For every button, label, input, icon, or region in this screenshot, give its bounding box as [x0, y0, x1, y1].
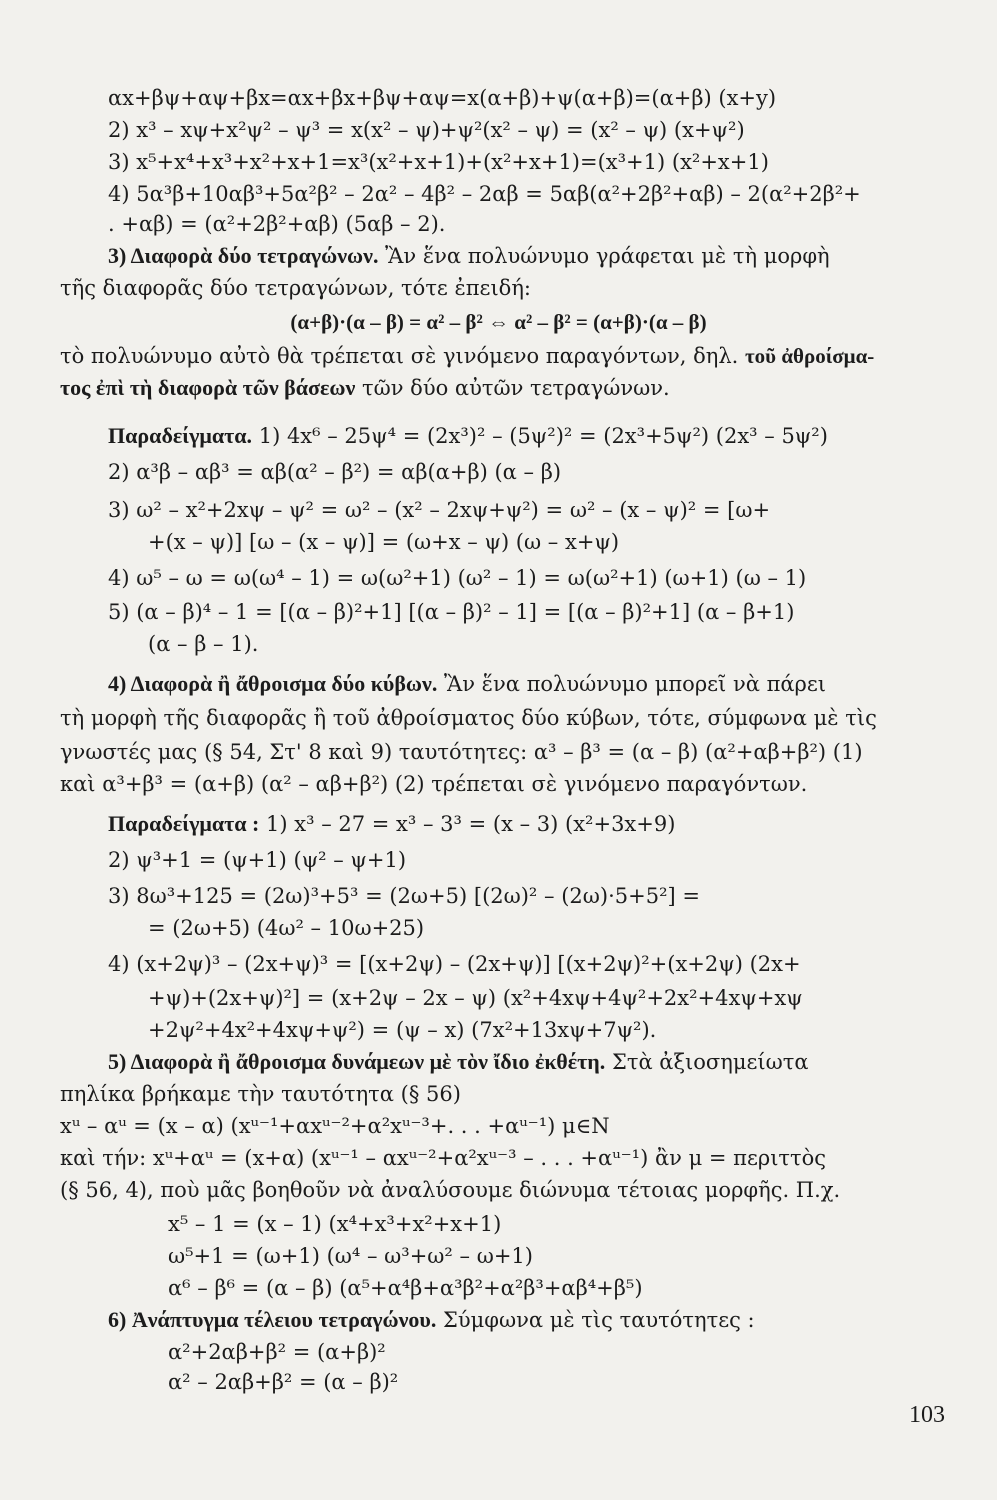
text-line: 4) 5α³β+10αβ³+5α²β² – 2α² – 4β² – 2αβ = 5αβ(α²+2β²+αβ) – 2(α²+2β²+ [108, 182, 861, 206]
text-line: (α – β – 1). [148, 632, 259, 656]
text-line: 5) (α – β)⁴ – 1 = [(α – β)²+1] [(α – β)² – 1] = [(α – β)²+1] (α – β+1) [108, 600, 795, 624]
text-line: πηλίκα βρήκαμε τὴν ταυτότητα (§ 56) [60, 1082, 461, 1106]
text-line: = (2ω+5) (4ω² – 10ω+25) [148, 916, 425, 940]
text-line: τὴ μορφὴ τῆς διαφορᾶς ἢ τοῦ ἀθροίσματος δύο κύβων, τότε, σύμφωνα μὲ τὶς [60, 706, 877, 730]
text-line: 4) (x+2ψ)³ – (2x+ψ)³ = [(x+2ψ) – (2x+ψ)] [(x+2ψ)²+(x+2ψ) (2x+ [108, 952, 801, 976]
text-line: 3) 8ω³+125 = (2ω)³+5³ = (2ω+5) [(2ω)² – (2ω)·5+5²] = [108, 884, 700, 908]
text-line: αx+βψ+αψ+βx=αx+βx+βψ+αψ=x(α+β)+ψ(α+β)=(α+β) (x+y) [108, 86, 777, 110]
section-heading-line [108, 1304, 937, 1336]
text-line: τῆς διαφορᾶς δύο τετραγώνων, τότε ἐπειδή: [60, 276, 531, 300]
examples-heading: Παραδείγματα. [108, 423, 253, 448]
formula-line: x⁵ – 1 = (x – 1) (x⁴+x³+x²+x+1) [168, 1212, 502, 1236]
formula-line: (α+β)·(α – β) = α² – β² ⇔ α² – β² = (α+β)·(α – β) [290, 310, 707, 334]
formula-line: α² – 2αβ+β² = (α – β)² [168, 1370, 399, 1394]
section-heading: 3) Διαφορὰ δύο τετραγώνων. [108, 243, 379, 268]
formula-line: α⁶ – β⁶ = (α – β) (α⁵+α⁴β+α³β²+α²β³+αβ⁴+β⁵) [168, 1276, 643, 1300]
formula-line: α²+2αβ+β² = (α+β)² [168, 1340, 386, 1364]
emphasis-span: τοῦ ἀθροίσμα- [745, 344, 875, 368]
emphasis-span: τος ἐπὶ τὴ διαφορὰ τῶν βάσεων [60, 375, 356, 400]
formula-line: ω⁵+1 = (ω+1) (ω⁴ – ω³+ω² – ω+1) [168, 1244, 533, 1268]
section-heading: 4) Διαφορὰ ἢ ἄθροισμα δύο κύβων. [108, 671, 438, 696]
section-heading-line [108, 668, 937, 700]
text-line: γνωστές μας (§ 54, Στ' 8 καὶ 9) ταυτότητες: α³ – β³ = (α – β) (α²+αβ+β²) (1) [60, 740, 863, 764]
text-line: +(x – ψ)] [ω – (x – ψ)] = (ω+x – ψ) (ω – x+ψ) [148, 530, 620, 554]
text-line: (§ 56, 4), ποὺ μᾶς βοηθοῦν νὰ ἀναλύσουμε διώνυμα τέτοιας μορφῆς. Π.χ. [60, 1178, 841, 1202]
text-span: 1) 4x⁶ – 25ψ⁴ = (2x³)² – (5ψ²)² = (2x³+5ψ²) (2x³ – 5ψ²) [252, 424, 828, 448]
text-line: +ψ)+(2x+ψ)²] = (x+2ψ – 2x – ψ) (x²+4xψ+4ψ²+2x²+4xψ+xψ [148, 986, 803, 1010]
text-line: καὶ α³+β³ = (α+β) (α² – αβ+β²) (2) τρέπεται σὲ γινόμενο παραγόντων. [60, 772, 808, 796]
section-heading: 6) Ἀνάπτυγμα τέλειου τετραγώνου. [108, 1307, 437, 1332]
section-heading-line [108, 240, 937, 272]
text-line: xᵘ – αᵘ = (x – α) (xᵘ⁻¹+αxᵘ⁻²+α²xᵘ⁻³+. . . +αᵘ⁻¹) μ∈N [60, 1114, 610, 1138]
section-heading: 5) Διαφορὰ ἢ ἄθροισμα δυνάμεων μὲ τὸν ἴδιο ἐκθέτη. [108, 1049, 606, 1074]
text-line: 2) α³β – αβ³ = αβ(α² – β²) = αβ(α+β) (α – β) [108, 460, 562, 484]
page-number: 103 [909, 1402, 945, 1428]
text-span: Ἂν ἕνα πολυώνυμο μπορεῖ νὰ πάρει [437, 672, 827, 696]
text-line: +2ψ²+4x²+4xψ+ψ²) = (ψ – x) (7x²+13xψ+7ψ²). [148, 1018, 657, 1042]
examples-line [108, 420, 937, 452]
text-line: . +αβ) = (α²+2β²+αβ) (5αβ – 2). [108, 212, 446, 236]
section-heading-line [108, 1046, 937, 1078]
examples-heading: Παραδείγματα : [108, 811, 260, 836]
text-span: Στὰ ἀξιοσημείωτα [605, 1050, 809, 1074]
text-span: τὸ πολυώνυμο αὐτὸ θὰ τρέπεται σὲ γινόμενο παραγόντων, δηλ. [60, 344, 745, 368]
text-line [60, 340, 937, 372]
text-line: καὶ τήν: xᵘ+αᵘ = (x+α) (xᵘ⁻¹ – αxᵘ⁻²+α²xᵘ⁻³ – . . . +αᵘ⁻¹) ἂν μ = περιττὸς [60, 1146, 827, 1170]
text-line: 3) ω² – x²+2xψ – ψ² = ω² – (x² – 2xψ+ψ²) = ω² – (x – ψ)² = [ω+ [108, 498, 771, 522]
text-line [60, 372, 937, 404]
text-line: 3) x⁵+x⁴+x³+x²+x+1=x³(x²+x+1)+(x²+x+1)=(x³+1) (x²+x+1) [108, 150, 769, 174]
text-line: 2) x³ – xψ+x²ψ² – ψ³ = x(x² – ψ)+ψ²(x² – ψ) = (x² – ψ) (x+ψ²) [108, 118, 745, 142]
text-span: Σύμφωνα μὲ τὶς ταυτότητες : [436, 1308, 755, 1332]
examples-line [108, 808, 937, 840]
text-span: τῶν δύο αὐτῶν τετραγώνων. [355, 376, 670, 400]
text-line: 4) ω⁵ – ω = ω(ω⁴ – 1) = ω(ω²+1) (ω² – 1) = ω(ω²+1) (ω+1) (ω – 1) [108, 566, 807, 590]
text-span: Ἂν ἕνα πολυώνυμο γράφεται μὲ τὴ μορφὴ [378, 244, 830, 268]
text-span: 1) x³ – 27 = x³ – 3³ = (x – 3) (x²+3x+9) [259, 812, 676, 836]
text-line: 2) ψ³+1 = (ψ+1) (ψ² – ψ+1) [108, 848, 407, 872]
